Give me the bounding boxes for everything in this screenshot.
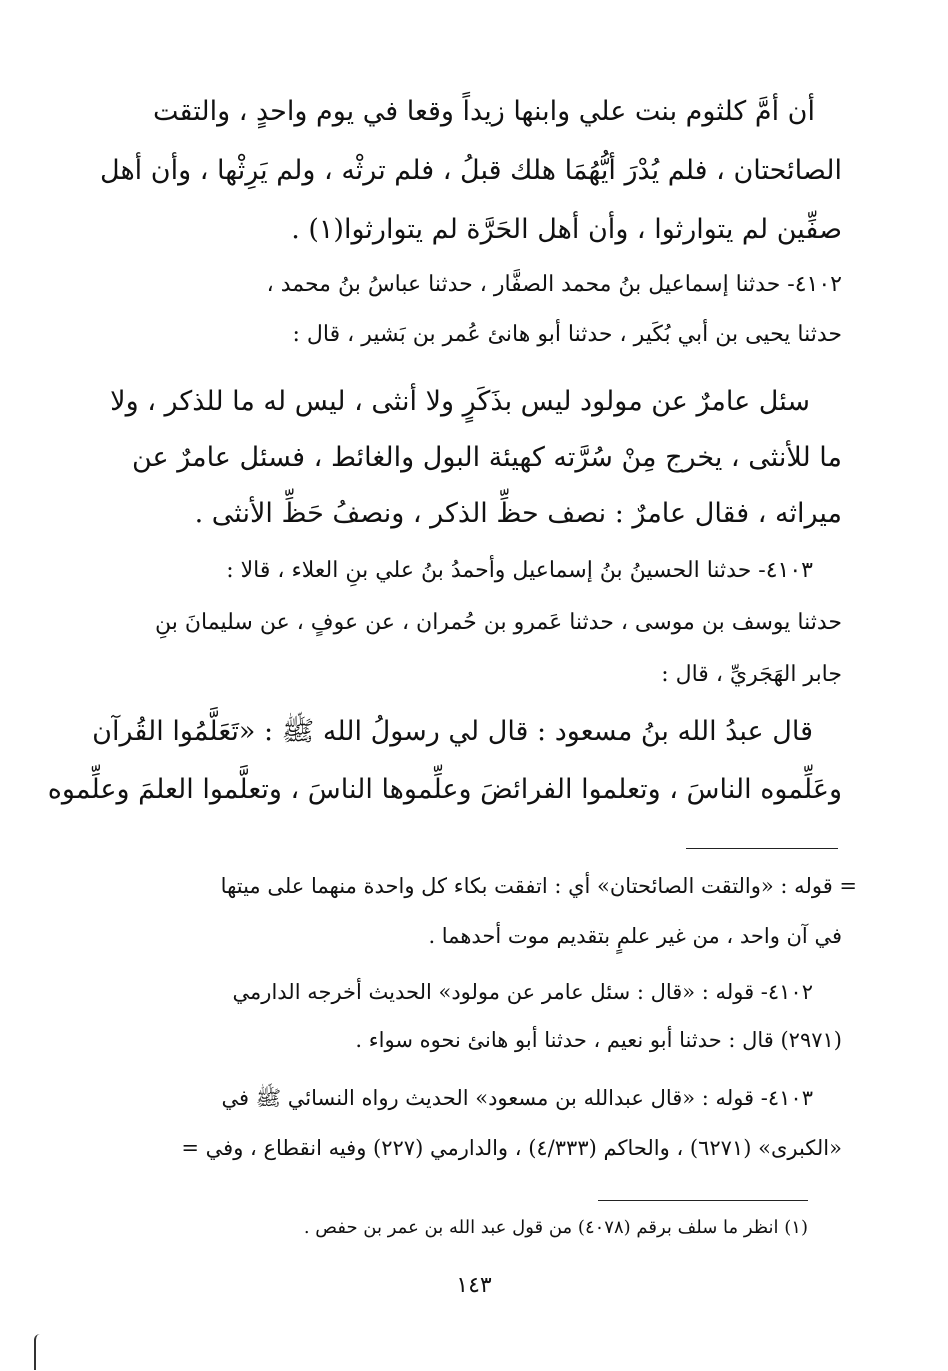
main-text-line: قال عبدُ الله بنُ مسعود : قال لي رسولُ الله ﷺ : «تَعَلَّمُوا القُرآن — [92, 716, 813, 747]
footnote-separator-rule — [598, 1200, 808, 1201]
main-text-line: سئل عامرٌ عن مولود ليس بذَكَرٍ ولا أنثى ، ليس له ما للذكر ، ولا — [110, 386, 810, 417]
page-number: ١٤٣ — [456, 1273, 492, 1298]
main-text-line: ميراثه ، فقال عامرٌ : نصف حظِّ الذكر ، ونصفُ حَظِّ الأنثى . — [194, 498, 842, 529]
main-text-line: الصائحتان ، فلم يُدْرَ أيُّهُمَا هلك قبلُ ، فلم ترثْه ، ولم يَرِثْها ، وأن أهل — [100, 155, 842, 186]
main-text-line: ما للأنثى ، يخرج مِنْ سُرَّته كهيئة البول والغائط ، فسئل عامرٌ عن — [131, 442, 842, 473]
commentary-line: في آن واحد ، من غير علمٍ بتقديم موت أحدهما . — [428, 924, 842, 948]
isnad-line: جابر الهَجَريِّ ، قال : — [661, 662, 842, 687]
isnad-line: ٤١٠٢- حدثنا إسماعيل بنُ محمد الصفَّار ، حدثنا عباسُ بنُ محمد ، — [266, 272, 842, 297]
footnote-line: (١) انظر ما سلف برقم (٤٠٧٨) من قول عبد الله بن عمر بن حفص . — [303, 1217, 808, 1238]
notes-separator-rule — [686, 848, 838, 849]
commentary-line: ٤١٠٢- قوله : «قال : سئل عامر عن مولود» الحديث أخرجه الدارمي — [232, 980, 813, 1004]
commentary-line: ٤١٠٣- قوله : «قال عبدالله بن مسعود» الحديث رواه النسائي ﷺ في — [221, 1086, 813, 1110]
margin-mark — [34, 1334, 46, 1370]
main-text-line: أن أمَّ كلثوم بنت علي وابنها زيداً وقعا في يوم واحدٍ ، والتقت — [153, 96, 815, 127]
main-text-line: صفِّين لم يتوارثوا ، وأن أهل الحَرَّة لم يتوارثوا(١) . — [291, 214, 842, 245]
isnad-line: حدثنا يحيى بن أبي بُكَير ، حدثنا أبو هانئ عُمر بن بَشير ، قال : — [292, 322, 842, 347]
main-text-line: وعَلِّموه الناسَ ، وتعلموا الفرائضَ وعلِّموها الناسَ ، وتعلَّموا العلمَ وعلِّموه — [47, 774, 842, 805]
isnad-line: ٤١٠٣- حدثنا الحسينُ بنُ إسماعيل وأحمدُ بنُ علي بنِ العلاء ، قالا : — [226, 558, 813, 583]
isnad-line: حدثنا يوسف بن موسى ، حدثنا عَمرو بن حُمران ، عن عوفٍ ، عن سليمانَ بنِ — [155, 610, 842, 635]
commentary-line: «الكبرى» (٦٢٧١) ، والحاكم (٤/٣٣٣) ، والدارمي (٢٢٧) وفيه انقطاع ، وفي = — [181, 1136, 842, 1160]
commentary-line: (٢٩٧١) قال : حدثنا أبو نعيم ، حدثنا أبو هانئ نحوه سواء . — [355, 1028, 842, 1052]
commentary-line: = قوله : «والتقت الصائحتان» أي : اتفقت بكاء كل واحدة منهما على ميتها — [220, 874, 857, 898]
